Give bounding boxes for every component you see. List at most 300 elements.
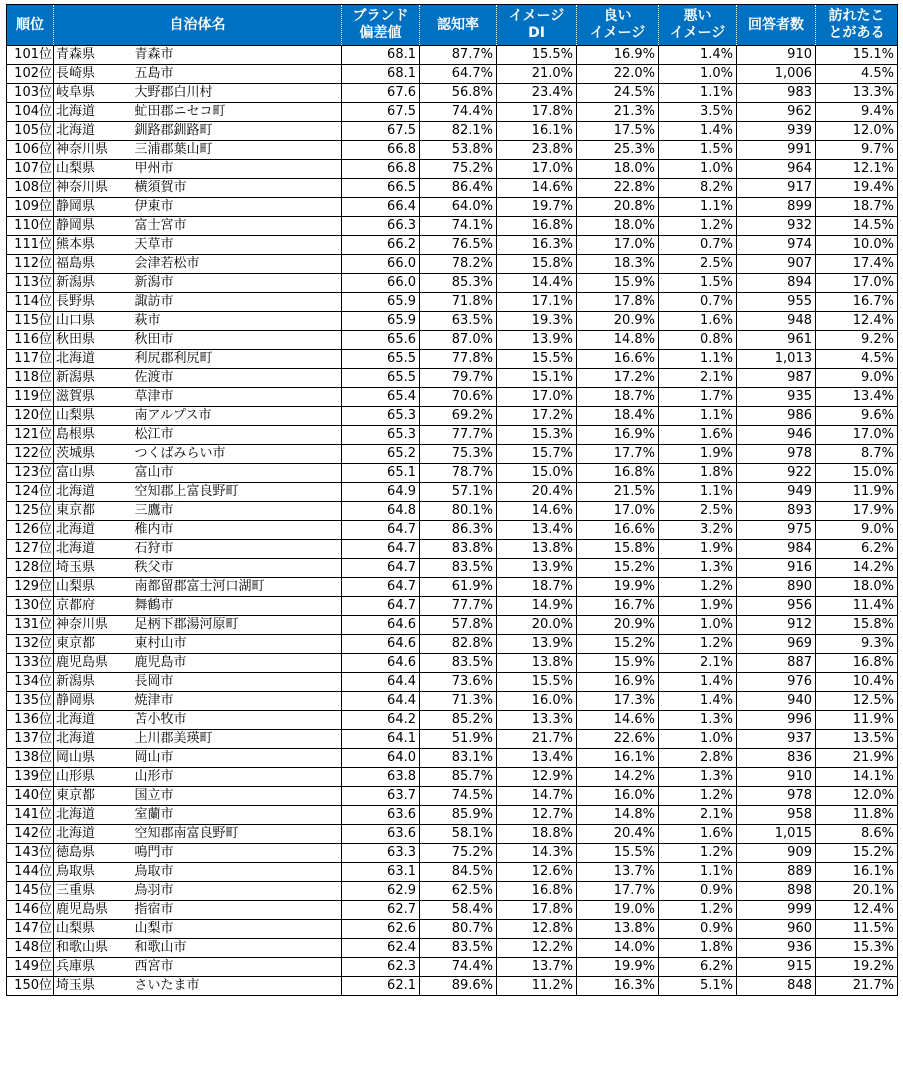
table-row	[7, 578, 898, 597]
brand-score-cell: 65.3	[342, 407, 420, 426]
table-row	[7, 616, 898, 635]
city-cell: 長岡市	[133, 673, 342, 692]
city-cell: 岡山市	[133, 749, 342, 768]
brand-score-cell: 66.8	[342, 141, 420, 160]
table-row	[7, 521, 898, 540]
bad-image-cell: 0.8%	[659, 331, 737, 350]
good-image-cell: 17.0%	[577, 236, 659, 255]
table-row	[7, 445, 898, 464]
prefecture-cell: 北海道	[54, 103, 133, 122]
awareness-cell: 70.6%	[420, 388, 497, 407]
table-row	[7, 502, 898, 521]
visited-cell: 12.1%	[816, 160, 898, 179]
respondents-cell: 948	[737, 312, 816, 331]
rank-cell: 145位	[7, 882, 54, 901]
respondents-cell: 984	[737, 540, 816, 559]
brand-score-cell: 64.4	[342, 692, 420, 711]
city-cell: 萩市	[133, 312, 342, 331]
visited-cell: 20.1%	[816, 882, 898, 901]
prefecture-cell: 秋田県	[54, 331, 133, 350]
awareness-cell: 74.4%	[420, 958, 497, 977]
rank-cell: 116位	[7, 331, 54, 350]
awareness-cell: 71.3%	[420, 692, 497, 711]
bad-image-cell: 1.4%	[659, 673, 737, 692]
visited-cell: 9.6%	[816, 407, 898, 426]
image-di-cell: 19.3%	[497, 312, 577, 331]
bad-image-cell: 1.3%	[659, 559, 737, 578]
image-di-cell: 19.7%	[497, 198, 577, 217]
prefecture-cell: 山梨県	[54, 407, 133, 426]
image-di-cell: 18.8%	[497, 825, 577, 844]
visited-cell: 15.0%	[816, 464, 898, 483]
city-cell: 焼津市	[133, 692, 342, 711]
awareness-cell: 58.1%	[420, 825, 497, 844]
brand-score-cell: 64.1	[342, 730, 420, 749]
rank-cell: 105位	[7, 122, 54, 141]
ranking-table	[6, 4, 898, 996]
rank-cell: 128位	[7, 559, 54, 578]
awareness-cell: 69.2%	[420, 407, 497, 426]
awareness-cell: 51.9%	[420, 730, 497, 749]
brand-score-cell: 66.4	[342, 198, 420, 217]
visited-cell: 10.0%	[816, 236, 898, 255]
brand-score-cell: 68.1	[342, 65, 420, 84]
respondents-cell: 889	[737, 863, 816, 882]
city-cell: 鳴門市	[133, 844, 342, 863]
image-di-cell: 14.7%	[497, 787, 577, 806]
rank-cell: 138位	[7, 749, 54, 768]
visited-cell: 14.2%	[816, 559, 898, 578]
brand-score-cell: 68.1	[342, 46, 420, 65]
good-image-cell: 18.0%	[577, 160, 659, 179]
rank-cell: 117位	[7, 350, 54, 369]
table-row	[7, 217, 898, 236]
respondents-cell: 940	[737, 692, 816, 711]
awareness-cell: 74.1%	[420, 217, 497, 236]
bad-image-cell: 1.6%	[659, 312, 737, 331]
awareness-cell: 83.5%	[420, 654, 497, 673]
brand-score-cell: 64.6	[342, 635, 420, 654]
brand-score-cell: 66.2	[342, 236, 420, 255]
respondents-cell: 960	[737, 920, 816, 939]
city-cell: 佐渡市	[133, 369, 342, 388]
brand-score-cell: 64.7	[342, 578, 420, 597]
header-visited	[816, 5, 898, 46]
table-row	[7, 274, 898, 293]
rank-cell: 132位	[7, 635, 54, 654]
respondents-cell: 996	[737, 711, 816, 730]
respondents-cell: 991	[737, 141, 816, 160]
brand-score-cell: 64.8	[342, 502, 420, 521]
good-image-cell: 17.7%	[577, 882, 659, 901]
city-cell: 石狩市	[133, 540, 342, 559]
rank-cell: 114位	[7, 293, 54, 312]
respondents-cell: 935	[737, 388, 816, 407]
awareness-cell: 75.3%	[420, 445, 497, 464]
good-image-cell: 22.6%	[577, 730, 659, 749]
bad-image-cell: 2.1%	[659, 654, 737, 673]
rank-cell: 101位	[7, 46, 54, 65]
awareness-cell: 80.7%	[420, 920, 497, 939]
image-di-cell: 13.8%	[497, 654, 577, 673]
rank-cell: 148位	[7, 939, 54, 958]
brand-score-cell: 65.5	[342, 350, 420, 369]
image-di-cell: 15.5%	[497, 350, 577, 369]
respondents-cell: 907	[737, 255, 816, 274]
awareness-cell: 84.5%	[420, 863, 497, 882]
image-di-cell: 17.2%	[497, 407, 577, 426]
good-image-cell: 17.3%	[577, 692, 659, 711]
bad-image-cell: 1.2%	[659, 578, 737, 597]
brand-score-cell: 64.7	[342, 559, 420, 578]
respondents-cell: 912	[737, 616, 816, 635]
awareness-cell: 75.2%	[420, 160, 497, 179]
city-cell: 虻田郡ニセコ町	[133, 103, 342, 122]
bad-image-cell: 1.0%	[659, 616, 737, 635]
header-rank: 順位	[7, 5, 54, 46]
respondents-cell: 894	[737, 274, 816, 293]
awareness-cell: 87.0%	[420, 331, 497, 350]
rank-cell: 125位	[7, 502, 54, 521]
bad-image-cell: 1.4%	[659, 122, 737, 141]
image-di-cell: 21.0%	[497, 65, 577, 84]
visited-cell: 19.2%	[816, 958, 898, 977]
brand-score-cell: 64.2	[342, 711, 420, 730]
brand-score-cell: 62.1	[342, 977, 420, 996]
prefecture-cell: 青森県	[54, 46, 133, 65]
header-brand-line2: 偏差値	[359, 25, 402, 41]
brand-score-cell: 63.6	[342, 806, 420, 825]
city-cell: 指宿市	[133, 901, 342, 920]
rank-cell: 141位	[7, 806, 54, 825]
respondents-cell: 986	[737, 407, 816, 426]
image-di-cell: 13.9%	[497, 559, 577, 578]
bad-image-cell: 2.5%	[659, 502, 737, 521]
good-image-cell: 16.8%	[577, 464, 659, 483]
city-cell: 稚内市	[133, 521, 342, 540]
good-image-cell: 16.0%	[577, 787, 659, 806]
bad-image-cell: 0.9%	[659, 882, 737, 901]
bad-image-cell: 2.5%	[659, 255, 737, 274]
respondents-cell: 932	[737, 217, 816, 236]
awareness-cell: 78.2%	[420, 255, 497, 274]
good-image-cell: 15.9%	[577, 274, 659, 293]
image-di-cell: 16.3%	[497, 236, 577, 255]
awareness-cell: 76.5%	[420, 236, 497, 255]
table-row	[7, 939, 898, 958]
bad-image-cell: 2.8%	[659, 749, 737, 768]
prefecture-cell: 北海道	[54, 730, 133, 749]
bad-image-cell: 1.3%	[659, 768, 737, 787]
city-cell: 東村山市	[133, 635, 342, 654]
visited-cell: 8.6%	[816, 825, 898, 844]
respondents-cell: 955	[737, 293, 816, 312]
good-image-cell: 19.0%	[577, 901, 659, 920]
image-di-cell: 15.0%	[497, 464, 577, 483]
rank-cell: 111位	[7, 236, 54, 255]
awareness-cell: 61.9%	[420, 578, 497, 597]
prefecture-cell: 北海道	[54, 540, 133, 559]
awareness-cell: 58.4%	[420, 901, 497, 920]
respondents-cell: 969	[737, 635, 816, 654]
table-row	[7, 293, 898, 312]
city-cell: 諏訪市	[133, 293, 342, 312]
table-row	[7, 255, 898, 274]
city-cell: 足柄下郡湯河原町	[133, 616, 342, 635]
awareness-cell: 62.5%	[420, 882, 497, 901]
prefecture-cell: 長崎県	[54, 65, 133, 84]
bad-image-cell: 1.2%	[659, 901, 737, 920]
rank-cell: 147位	[7, 920, 54, 939]
image-di-cell: 20.0%	[497, 616, 577, 635]
table-body	[7, 46, 898, 996]
table-row	[7, 920, 898, 939]
header-respondents: 回答者数	[737, 5, 816, 46]
bad-image-cell: 1.2%	[659, 217, 737, 236]
visited-cell: 13.4%	[816, 388, 898, 407]
good-image-cell: 17.7%	[577, 445, 659, 464]
bad-image-cell: 1.1%	[659, 407, 737, 426]
rank-cell: 113位	[7, 274, 54, 293]
brand-score-cell: 66.0	[342, 274, 420, 293]
table-row	[7, 198, 898, 217]
city-cell: 天草市	[133, 236, 342, 255]
good-image-cell: 16.9%	[577, 673, 659, 692]
city-cell: 鳥取市	[133, 863, 342, 882]
bad-image-cell: 3.5%	[659, 103, 737, 122]
bad-image-cell: 1.1%	[659, 483, 737, 502]
image-di-cell: 13.4%	[497, 521, 577, 540]
awareness-cell: 82.1%	[420, 122, 497, 141]
image-di-cell: 15.7%	[497, 445, 577, 464]
city-cell: 西宮市	[133, 958, 342, 977]
visited-cell: 6.2%	[816, 540, 898, 559]
awareness-cell: 57.8%	[420, 616, 497, 635]
bad-image-cell: 1.0%	[659, 730, 737, 749]
city-cell: 鳥羽市	[133, 882, 342, 901]
brand-score-cell: 63.3	[342, 844, 420, 863]
table-row	[7, 901, 898, 920]
prefecture-cell: 岐阜県	[54, 84, 133, 103]
brand-score-cell: 67.6	[342, 84, 420, 103]
table-row	[7, 730, 898, 749]
respondents-cell: 978	[737, 787, 816, 806]
good-image-cell: 16.6%	[577, 350, 659, 369]
prefecture-cell: 徳島県	[54, 844, 133, 863]
city-cell: 松江市	[133, 426, 342, 445]
bad-image-cell: 1.5%	[659, 141, 737, 160]
prefecture-cell: 北海道	[54, 350, 133, 369]
rank-cell: 119位	[7, 388, 54, 407]
bad-image-cell: 1.0%	[659, 65, 737, 84]
visited-cell: 11.9%	[816, 711, 898, 730]
visited-cell: 11.4%	[816, 597, 898, 616]
image-di-cell: 17.0%	[497, 160, 577, 179]
image-di-cell: 14.9%	[497, 597, 577, 616]
table-row	[7, 388, 898, 407]
brand-score-cell: 66.5	[342, 179, 420, 198]
bad-image-cell: 1.1%	[659, 863, 737, 882]
city-cell: 鹿児島市	[133, 654, 342, 673]
image-di-cell: 15.8%	[497, 255, 577, 274]
bad-image-cell: 1.1%	[659, 350, 737, 369]
rank-cell: 102位	[7, 65, 54, 84]
image-di-cell: 17.8%	[497, 103, 577, 122]
prefecture-cell: 和歌山県	[54, 939, 133, 958]
table-row	[7, 863, 898, 882]
bad-image-cell: 0.7%	[659, 236, 737, 255]
awareness-cell: 82.8%	[420, 635, 497, 654]
header-row	[7, 5, 898, 46]
prefecture-cell: 福島県	[54, 255, 133, 274]
awareness-cell: 85.7%	[420, 768, 497, 787]
visited-cell: 12.4%	[816, 901, 898, 920]
respondents-cell: 949	[737, 483, 816, 502]
brand-score-cell: 64.9	[342, 483, 420, 502]
prefecture-cell: 新潟県	[54, 673, 133, 692]
good-image-cell: 16.6%	[577, 521, 659, 540]
awareness-cell: 53.8%	[420, 141, 497, 160]
table-row	[7, 540, 898, 559]
visited-cell: 16.1%	[816, 863, 898, 882]
table-row	[7, 711, 898, 730]
image-di-cell: 13.3%	[497, 711, 577, 730]
table-row	[7, 597, 898, 616]
respondents-cell: 956	[737, 597, 816, 616]
bad-image-cell: 1.9%	[659, 445, 737, 464]
rank-cell: 146位	[7, 901, 54, 920]
prefecture-cell: 鹿児島県	[54, 901, 133, 920]
awareness-cell: 85.9%	[420, 806, 497, 825]
brand-score-cell: 63.1	[342, 863, 420, 882]
good-image-cell: 21.3%	[577, 103, 659, 122]
bad-image-cell: 8.2%	[659, 179, 737, 198]
brand-score-cell: 63.8	[342, 768, 420, 787]
bad-image-cell: 1.9%	[659, 597, 737, 616]
header-bad-image	[659, 5, 737, 46]
prefecture-cell: 山梨県	[54, 160, 133, 179]
city-cell: 釧路郡釧路町	[133, 122, 342, 141]
good-image-cell: 20.9%	[577, 616, 659, 635]
visited-cell: 18.0%	[816, 578, 898, 597]
awareness-cell: 85.2%	[420, 711, 497, 730]
visited-cell: 10.4%	[816, 673, 898, 692]
table-row	[7, 958, 898, 977]
table-row	[7, 977, 898, 996]
good-image-cell: 21.5%	[577, 483, 659, 502]
good-image-cell: 16.9%	[577, 426, 659, 445]
prefecture-cell: 東京都	[54, 635, 133, 654]
respondents-cell: 978	[737, 445, 816, 464]
rank-cell: 133位	[7, 654, 54, 673]
awareness-cell: 73.6%	[420, 673, 497, 692]
visited-cell: 15.1%	[816, 46, 898, 65]
good-image-cell: 20.8%	[577, 198, 659, 217]
table-row	[7, 426, 898, 445]
bad-image-cell: 1.9%	[659, 540, 737, 559]
rank-cell: 131位	[7, 616, 54, 635]
city-cell: 苫小牧市	[133, 711, 342, 730]
brand-score-cell: 65.2	[342, 445, 420, 464]
respondents-cell: 946	[737, 426, 816, 445]
awareness-cell: 83.1%	[420, 749, 497, 768]
table-row	[7, 103, 898, 122]
table-row	[7, 179, 898, 198]
awareness-cell: 83.5%	[420, 559, 497, 578]
image-di-cell: 13.9%	[497, 331, 577, 350]
prefecture-cell: 静岡県	[54, 198, 133, 217]
visited-cell: 12.4%	[816, 312, 898, 331]
prefecture-cell: 山梨県	[54, 578, 133, 597]
brand-score-cell: 64.7	[342, 540, 420, 559]
brand-score-cell: 64.7	[342, 597, 420, 616]
respondents-cell: 917	[737, 179, 816, 198]
good-image-cell: 15.5%	[577, 844, 659, 863]
awareness-cell: 77.7%	[420, 426, 497, 445]
good-image-cell: 17.0%	[577, 502, 659, 521]
image-di-cell: 11.2%	[497, 977, 577, 996]
respondents-cell: 909	[737, 844, 816, 863]
respondents-cell: 922	[737, 464, 816, 483]
visited-cell: 17.0%	[816, 426, 898, 445]
city-cell: 室蘭市	[133, 806, 342, 825]
brand-score-cell: 63.6	[342, 825, 420, 844]
bad-image-cell: 1.5%	[659, 274, 737, 293]
awareness-cell: 64.0%	[420, 198, 497, 217]
respondents-cell: 899	[737, 198, 816, 217]
table-row	[7, 65, 898, 84]
city-cell: 国立市	[133, 787, 342, 806]
image-di-cell: 16.8%	[497, 217, 577, 236]
bad-image-cell: 1.6%	[659, 426, 737, 445]
brand-score-cell: 64.7	[342, 521, 420, 540]
image-di-cell: 13.9%	[497, 635, 577, 654]
brand-score-cell: 64.6	[342, 654, 420, 673]
bad-image-cell: 1.1%	[659, 84, 737, 103]
rank-cell: 112位	[7, 255, 54, 274]
bad-image-cell: 0.7%	[659, 293, 737, 312]
table-row	[7, 407, 898, 426]
header-good-line1: 良い	[603, 8, 632, 24]
brand-score-cell: 66.8	[342, 160, 420, 179]
rank-cell: 123位	[7, 464, 54, 483]
rank-cell: 135位	[7, 692, 54, 711]
image-di-cell: 20.4%	[497, 483, 577, 502]
rank-cell: 126位	[7, 521, 54, 540]
good-image-cell: 19.9%	[577, 958, 659, 977]
bad-image-cell: 1.8%	[659, 464, 737, 483]
prefecture-cell: 北海道	[54, 483, 133, 502]
city-cell: 山梨市	[133, 920, 342, 939]
image-di-cell: 16.8%	[497, 882, 577, 901]
visited-cell: 14.5%	[816, 217, 898, 236]
visited-cell: 9.4%	[816, 103, 898, 122]
rank-cell: 103位	[7, 84, 54, 103]
brand-score-cell: 64.4	[342, 673, 420, 692]
bad-image-cell: 3.2%	[659, 521, 737, 540]
rank-cell: 104位	[7, 103, 54, 122]
image-di-cell: 16.1%	[497, 122, 577, 141]
good-image-cell: 16.9%	[577, 46, 659, 65]
rank-cell: 143位	[7, 844, 54, 863]
rank-cell: 107位	[7, 160, 54, 179]
city-cell: 秋田市	[133, 331, 342, 350]
table-row	[7, 749, 898, 768]
awareness-cell: 89.6%	[420, 977, 497, 996]
brand-score-cell: 62.9	[342, 882, 420, 901]
table-row	[7, 825, 898, 844]
image-di-cell: 14.3%	[497, 844, 577, 863]
